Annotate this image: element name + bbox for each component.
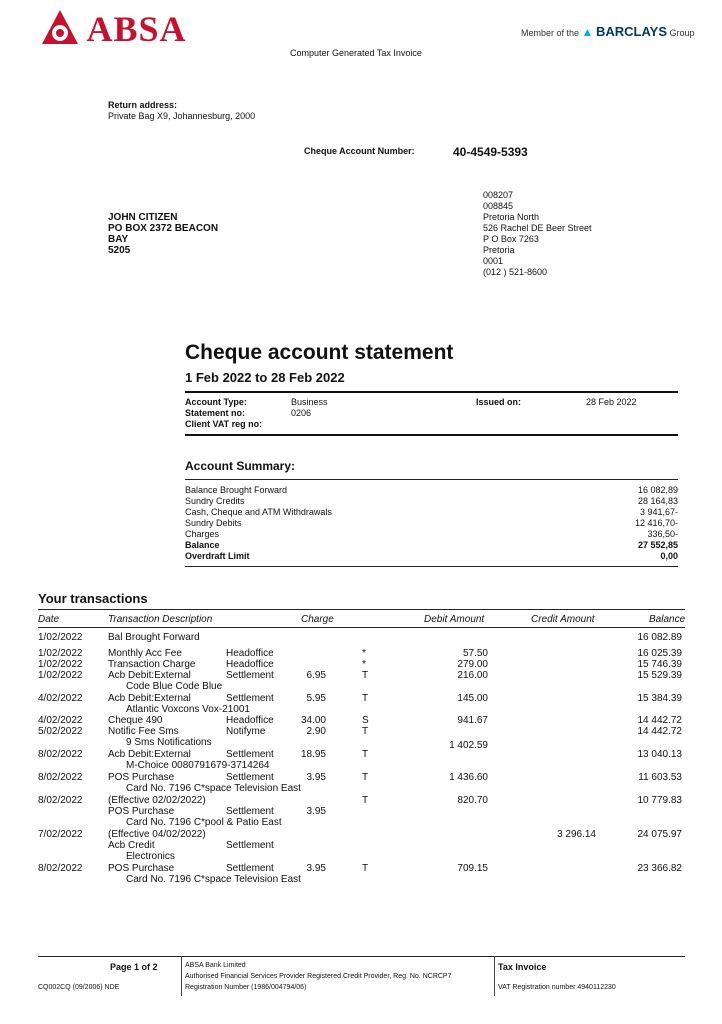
issued-value: 28 Feb 2022 (586, 397, 637, 407)
branch-address-line: 008845 (483, 201, 514, 211)
cell-charge: 2.90 (306, 726, 326, 737)
return-address-value: Private Bag X9, Johannesburg, 2000 (108, 111, 256, 121)
cell-desc: Transaction Charge (108, 659, 196, 670)
statement-no-label: Statement no: (185, 408, 246, 418)
summary-rule-top (185, 479, 678, 480)
table-row (0, 659, 722, 670)
cell-balance: 13 040.13 (637, 749, 682, 760)
customer-address-line: JOHN CITIZEN (108, 212, 178, 223)
summary-row-label: Sundry Debits (185, 518, 242, 528)
footer-bank: ABSA Bank Limited (185, 962, 246, 969)
cell-desc: Acb Debit:External (108, 670, 191, 681)
cell-flag: T (362, 693, 369, 704)
cell-flag: S (362, 715, 369, 726)
branch-address (483, 190, 592, 278)
footer-fsp: Authorised Financial Services Provider Registered Credit Provider, Reg. No. NCRCP7 (185, 973, 452, 980)
footer-rule (38, 956, 685, 957)
cell-sub: Headoffice (226, 715, 274, 726)
cell-date: 8/02/2022 (38, 863, 83, 874)
cell-flag: * (362, 659, 366, 670)
account-type-value: Business (291, 397, 328, 407)
barclays-brand: BARCLAYS (595, 24, 667, 39)
customer-address-line: PO BOX 2372 BEACON (108, 223, 219, 234)
cell-desc: Cheque 490 (108, 715, 163, 726)
cell-debit: 820.70 (457, 795, 488, 806)
cell-flag: T (362, 749, 369, 760)
cell-date: 5/02/2022 (38, 726, 83, 737)
branch-address-line: 008207 (483, 190, 514, 200)
cell-date: 1/02/2022 (38, 659, 83, 670)
cell-debit: 216.00 (457, 670, 488, 681)
cell-debit: 709.15 (457, 863, 488, 874)
return-address-label: Return address: (108, 100, 178, 110)
doc-type: Computer Generated Tax Invoice (290, 48, 422, 58)
barclays-eagle-icon: ▲ (581, 25, 594, 39)
footer-page: Page 1 of 2 (110, 962, 158, 972)
cell-debit: 279.00 (457, 659, 488, 670)
absa-logo (38, 6, 186, 50)
footer-tax-invoice: Tax Invoice (498, 962, 547, 972)
transactions-rule-top (38, 609, 685, 610)
statement-rule-top (185, 391, 678, 393)
cell-desc: (Effective 02/02/2022) (108, 795, 206, 806)
col-date: Date (38, 614, 60, 625)
cell-desc: Notific Fee Sms (108, 726, 179, 737)
cell-balance: 11 603.53 (638, 772, 682, 783)
footer-reg: Registration Number (1986/004794/06) (185, 984, 307, 991)
cell-date: 1/02/2022 (38, 648, 83, 659)
customer-address-line: BAY (108, 234, 129, 245)
cell-flag: T (362, 795, 369, 806)
summary-row-value: 336,50- (647, 529, 678, 539)
table-row (0, 749, 722, 771)
cell-balance: 15 384.39 (637, 693, 682, 704)
barclays-membership (521, 24, 695, 39)
cell-date: 8/02/2022 (38, 772, 83, 783)
summary-balance-value: 27 552,85 (637, 540, 678, 550)
summary-title: Account Summary: (185, 459, 296, 473)
statement-no-value: 0206 (291, 408, 312, 418)
cell-credit: 3 296.14 (557, 829, 596, 840)
cell-flag: T (362, 772, 369, 783)
table-row (0, 648, 722, 659)
account-number-label: Cheque Account Number: (304, 146, 415, 156)
col-description: Transaction Description (108, 614, 213, 625)
summary-overdraft-value: 0,00 (660, 551, 678, 561)
summary-balance-label: Balance (185, 540, 220, 550)
table-row (0, 806, 722, 828)
summary-row-value: 16 082,89 (637, 485, 678, 495)
branch-address-line: (012 ) 521-8600 (483, 267, 548, 277)
cell-sub: Settlement (226, 863, 274, 874)
account-type-label: Account Type: (185, 397, 247, 407)
transactions-rule-header (38, 627, 685, 628)
table-row (0, 632, 722, 643)
cell-detail: Card No. 7196 C*space Television East (126, 783, 301, 794)
customer-address (108, 212, 218, 256)
cell-detail: Card No. 7196 C*pool & Patio East (126, 817, 282, 828)
cell-debit: 57.50 (462, 648, 488, 659)
col-balance: Balance (649, 614, 686, 625)
cell-flag: T (362, 863, 369, 874)
member-text: Member of the (521, 28, 580, 38)
table-row (0, 863, 722, 885)
cell-balance: 16 025.39 (637, 648, 682, 659)
customer-address-line: 5205 (108, 245, 131, 256)
cell-debit: 1 436.60 (449, 772, 488, 783)
vat-label: Client VAT reg no: (185, 419, 263, 429)
summary-row-label: Balance Brought Forward (185, 485, 288, 495)
col-debit: Debit Amount (424, 614, 485, 625)
transactions-title: Your transactions (38, 591, 148, 606)
table-row (0, 693, 722, 715)
cell-date: 7/02/2022 (38, 829, 83, 840)
cell-debit: 1 402.59 (449, 740, 488, 751)
cell-desc: Acb Credit (108, 840, 155, 851)
cell-charge: 34.00 (300, 715, 326, 726)
cell-charge: 5.95 (306, 693, 326, 704)
cell-charge: 3.95 (306, 772, 326, 783)
cell-flag: T (362, 726, 369, 737)
summary-rule-bottom (185, 566, 678, 567)
cell-charge: 18.95 (300, 749, 326, 760)
cell-desc: Acb Debit:External (108, 749, 191, 760)
table-row (0, 670, 722, 692)
cell-sub: Settlement (226, 806, 274, 817)
cell-detail: Electronics (126, 851, 175, 862)
cell-sub: Settlement (226, 749, 274, 760)
cell-sub: Settlement (226, 670, 274, 681)
cell-debit: 941.67 (457, 715, 488, 726)
cell-date: 4/02/2022 (38, 715, 83, 726)
cell-detail: Code Blue Code Blue (126, 681, 223, 692)
statement-period: 1 Feb 2022 to 28 Feb 2022 (185, 370, 345, 385)
account-number-value: 40-4549-5393 (453, 145, 528, 159)
cell-flag: * (362, 648, 366, 659)
cell-sub: Settlement (226, 772, 274, 783)
footer-code: CQ002CQ (09/2006) NDE (38, 984, 120, 991)
cell-balance: 16 082.89 (637, 632, 682, 643)
cell-balance: 23 366.82 (637, 863, 682, 874)
cell-charge: 6.95 (306, 670, 326, 681)
cell-date: 8/02/2022 (38, 795, 83, 806)
cell-desc: POS Purchase (108, 772, 175, 783)
footer-divider-1 (181, 956, 182, 996)
summary-overdraft-label: Overdraft Limit (185, 551, 250, 561)
table-row (0, 715, 722, 726)
cell-desc: Bal Brought Forward (108, 632, 200, 643)
footer-vat-reg: VAT Registration number 4940112230 (498, 984, 616, 991)
summary-row-value: 12 416,70- (634, 518, 678, 528)
cell-sub: Settlement (226, 693, 274, 704)
table-row (0, 840, 722, 862)
cell-balance: 24 075.97 (637, 829, 682, 840)
cell-sub: Headoffice (226, 659, 274, 670)
table-row (0, 795, 722, 806)
summary-row-value: 28 164,83 (637, 496, 678, 506)
col-charge: Charge (301, 614, 334, 625)
cell-detail: M-Choice 0080791679-3714264 (126, 760, 270, 771)
cell-detail: Atlantic Voxcons Vox-21001 (126, 704, 250, 715)
branch-address-line: P O Box 7263 (483, 234, 539, 244)
cell-sub: Settlement (226, 840, 274, 851)
summary-labels (185, 485, 332, 562)
cell-debit: 145.00 (457, 693, 488, 704)
statement-rule-bottom (185, 434, 678, 436)
summary-values (560, 485, 678, 562)
col-credit: Credit Amount (531, 614, 595, 625)
cell-flag: T (362, 670, 369, 681)
footer-divider-2 (494, 956, 495, 996)
summary-row-label: Sundry Credits (185, 496, 245, 506)
cell-charge: 3.95 (306, 863, 326, 874)
statement-title: Cheque account statement (185, 341, 454, 364)
cell-balance: 14 442.72 (637, 715, 682, 726)
branch-address-line: Pretoria (483, 245, 515, 255)
cell-date: 4/02/2022 (38, 693, 83, 704)
table-row (0, 829, 722, 840)
cell-desc: POS Purchase (108, 806, 175, 817)
cell-desc: POS Purchase (108, 863, 175, 874)
cell-balance: 10 779.83 (637, 795, 682, 806)
branch-address-line: 0001 (483, 256, 504, 266)
cell-date: 1/02/2022 (38, 632, 83, 643)
cell-balance: 15 746.39 (637, 659, 682, 670)
branch-address-line: Pretoria North (483, 212, 540, 222)
issued-label: Issued on: (476, 397, 522, 407)
cell-desc: (Effective 04/02/2022) (108, 829, 206, 840)
group-suffix: Group (669, 28, 695, 38)
absa-swoosh-icon (38, 6, 82, 50)
absa-brand-text: ABSA (86, 9, 187, 49)
cell-date: 1/02/2022 (38, 670, 83, 681)
cell-sub: Notifyme (226, 726, 266, 737)
cell-desc: Acb Debit:External (108, 693, 191, 704)
summary-row-label: Charges (185, 529, 220, 539)
cell-date: 8/02/2022 (38, 749, 83, 760)
summary-row-value: 3 941,67- (639, 507, 678, 517)
branch-address-line: 526 Rachel DE Beer Street (483, 223, 592, 233)
cell-detail: 9 Sms Notifications (126, 737, 212, 748)
table-row (0, 772, 722, 794)
cell-detail: Card No. 7196 C*space Television East (126, 874, 301, 885)
cell-balance: 15 529.39 (637, 670, 682, 681)
summary-row-label: Cash, Cheque and ATM Withdrawals (185, 507, 332, 517)
cell-charge: 3.95 (306, 806, 326, 817)
cell-desc: Monthly Acc Fee (108, 648, 182, 659)
cell-balance: 14 442.72 (637, 726, 682, 737)
cell-sub: Headoffice (226, 648, 274, 659)
